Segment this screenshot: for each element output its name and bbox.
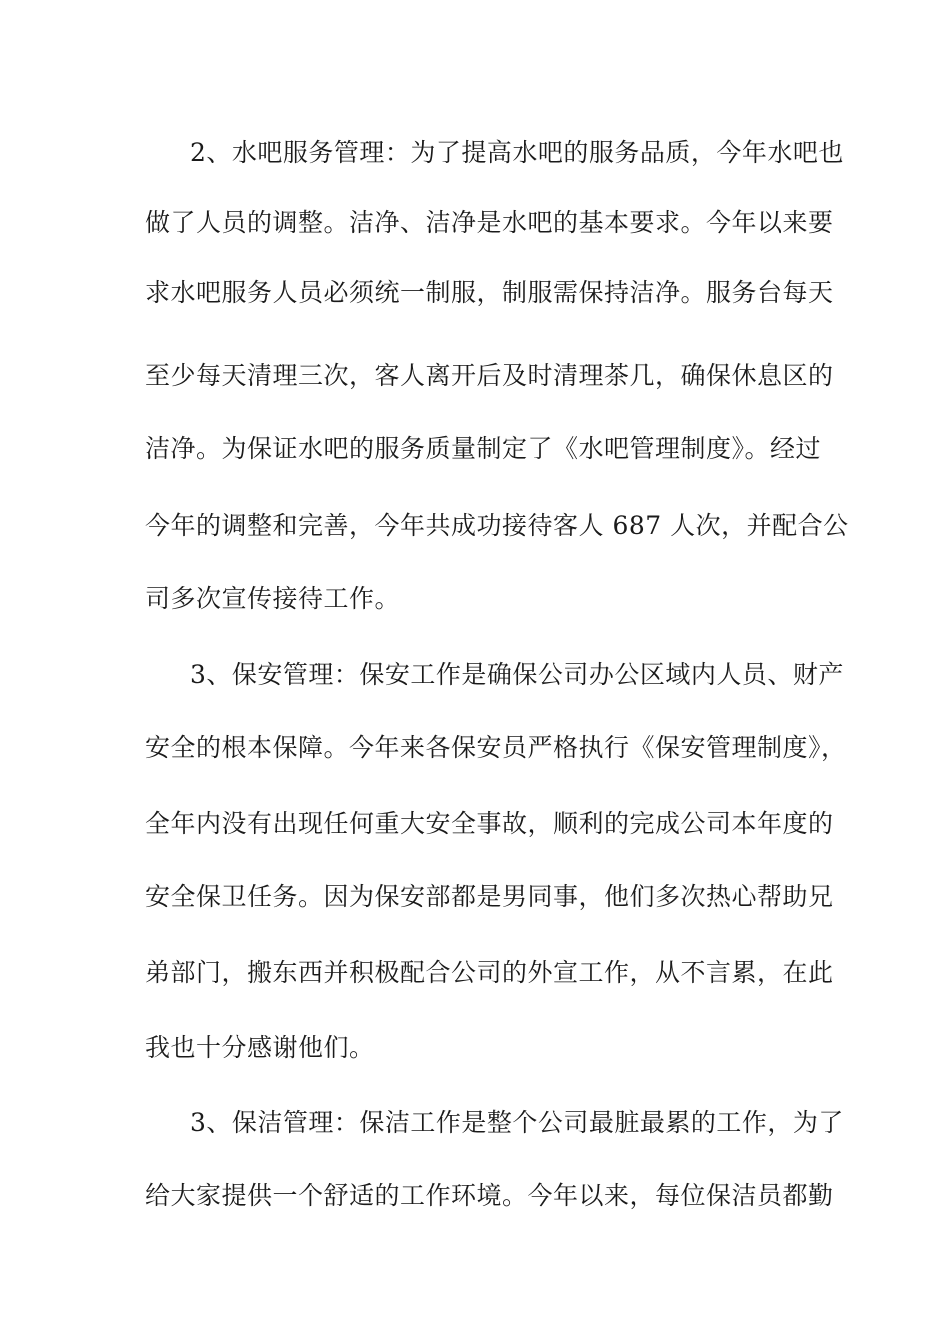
paragraph-security-line-2: 安全的根本保障。今年来各保安员严格执行《保安管理制度》， (145, 733, 847, 762)
paragraph-security-line-5: 弟部门，搬东西并积极配合公司的外宣工作，从不言累，在此 (145, 958, 834, 987)
paragraph-water-bar-line-2: 做了人员的调整。洁净、洁净是水吧的基本要求。今年以来要 (145, 208, 834, 237)
paragraph-cleaning-line-2: 给大家提供一个舒适的工作环境。今年以来，每位保洁员都勤 (145, 1181, 834, 1210)
paragraph-security-line-1: 3、保安管理：保安工作是确保公司办公区域内人员、财产 (190, 660, 844, 689)
paragraph-water-bar-line-5: 洁净。为保证水吧的服务质量制定了《水吧管理制度》。经过 (145, 434, 822, 463)
paragraph-cleaning-line-1: 3、保洁管理：保洁工作是整个公司最脏最累的工作，为了 (190, 1108, 844, 1137)
paragraph-water-bar-line-3: 求水吧服务人员必须统一制服，制服需保持洁净。服务台每天 (145, 278, 834, 307)
paragraph-water-bar-line-6: 今年的调整和完善，今年共成功接待客人 687 人次，并配合公 (145, 511, 849, 540)
paragraph-water-bar-line-7: 司多次宣传接待工作。 (145, 584, 401, 613)
paragraph-water-bar-line-1: 2、水吧服务管理：为了提高水吧的服务品质，今年水吧也 (190, 138, 844, 167)
paragraph-security-line-4: 安全保卫任务。因为保安部都是男同事，他们多次热心帮助兄 (145, 882, 834, 911)
paragraph-water-bar-line-4: 至少每天清理三次，客人离开后及时清理茶几，确保休息区的 (145, 361, 834, 390)
paragraph-security-line-6: 我也十分感谢他们。 (145, 1033, 375, 1062)
paragraph-security-line-3: 全年内没有出现任何重大安全事故，顺利的完成公司本年度的 (145, 809, 834, 838)
